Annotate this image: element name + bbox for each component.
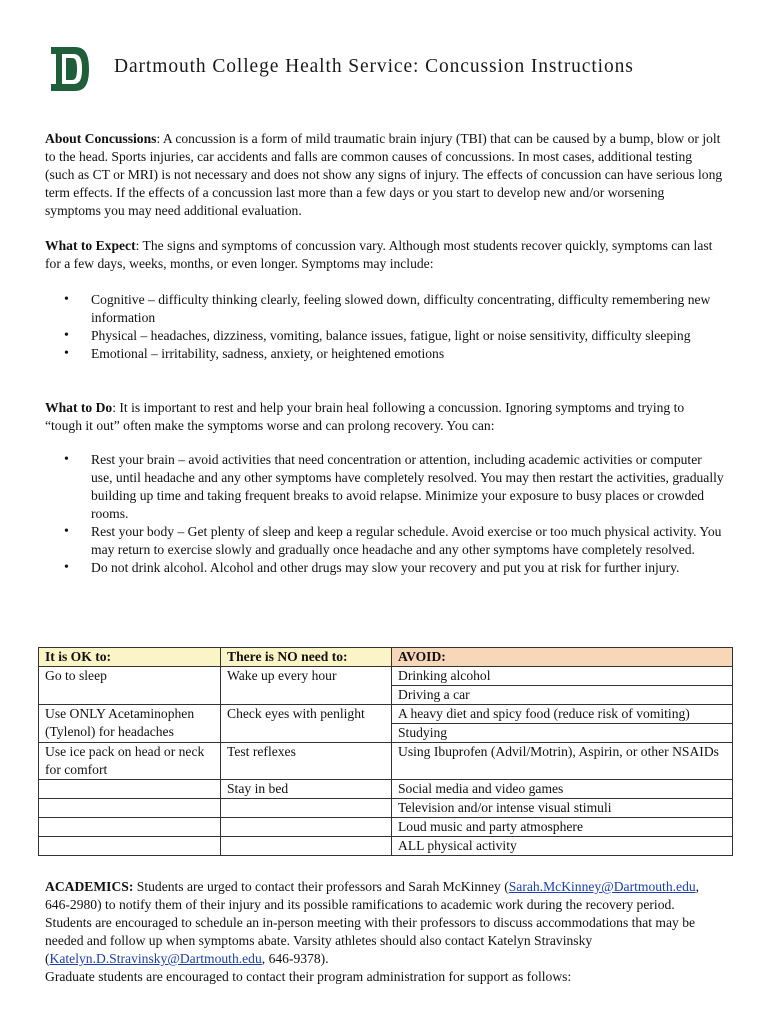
academics-text-1: Students are urged to contact their professors and Sarah McKinney ( bbox=[133, 879, 509, 894]
table-cell: Go to sleep bbox=[39, 667, 221, 705]
table-row bbox=[39, 837, 733, 856]
table-cell: Use ice pack on head or neck for comfort bbox=[39, 743, 221, 780]
list-item: • Do not drink alcohol. Alcohol and other drugs may slow your recovery and put you at risk for further injury. bbox=[62, 559, 724, 577]
table-row bbox=[39, 780, 733, 799]
todo-label: What to Do bbox=[45, 400, 113, 415]
list-item: • Cognitive – difficulty thinking clearly, feeling slowed down, difficulty concentrating, difficulty remembering new information bbox=[62, 291, 724, 327]
table-row bbox=[39, 799, 733, 818]
list-item: • Emotional – irritability, sadness, anxiety, or heightened emotions bbox=[62, 345, 724, 363]
list-item: • Physical – headaches, dizziness, vomiting, balance issues, fatigue, light or noise sensitivity, difficulty sleeping bbox=[62, 327, 724, 345]
table-cell: Drinking alcohol bbox=[392, 667, 733, 686]
page-title: Dartmouth College Health Service: Concussion Instructions bbox=[114, 56, 634, 77]
academics-section bbox=[45, 878, 723, 986]
table-cell: Driving a car bbox=[392, 686, 733, 705]
table-cell bbox=[221, 799, 392, 818]
header-no-need: There is NO need to: bbox=[221, 648, 392, 667]
academics-graduate-text: Graduate students are encouraged to contact their program administration for support as follows: bbox=[45, 969, 572, 984]
about-section bbox=[45, 130, 723, 220]
table-cell bbox=[221, 837, 392, 856]
table-cell bbox=[39, 837, 221, 856]
email-link-mckinney[interactable]: Sarah.McKinney@Dartmouth.edu bbox=[508, 879, 696, 894]
table-cell: Loud music and party atmosphere bbox=[392, 818, 733, 837]
about-label: About Concussions bbox=[45, 131, 157, 146]
table-cell bbox=[39, 818, 221, 837]
email-link-stravinsky[interactable]: Katelyn.D.Stravinsky@Dartmouth.edu bbox=[49, 951, 262, 966]
todo-text: : It is important to rest and help your brain heal following a concussion. Ignoring symptoms and trying to “tough it out” often make the symptoms worse and can prolong recovery. You can: bbox=[45, 400, 685, 433]
table-cell: Wake up every hour bbox=[221, 667, 392, 705]
table-row bbox=[39, 743, 733, 780]
header-ok: It is OK to: bbox=[39, 648, 221, 667]
table-cell: ALL physical activity bbox=[392, 837, 733, 856]
expect-label: What to Expect bbox=[45, 238, 136, 253]
list-item: • Rest your body – Get plenty of sleep and keep a regular schedule. Avoid exercise or too much physical activity. You may return to exercise slowly and gradually once headache and any other symptoms have completely resolved. bbox=[62, 523, 724, 559]
header-avoid: AVOID: bbox=[392, 648, 733, 667]
academics-text-3: , 646-9378). bbox=[261, 951, 329, 966]
table-cell bbox=[39, 780, 221, 799]
academics-label: ACADEMICS: bbox=[45, 879, 134, 894]
list-item: • Rest your brain – avoid activities that need concentration or attention, including academic activities or computer use, until headache and any other symptoms have completely resolved. You may then restart the activities, gradually building up time and taking frequent breaks to avoid relapse. Minimize your exposure to busy places or crowded rooms. bbox=[62, 451, 724, 523]
table-cell bbox=[221, 818, 392, 837]
table-cell: A heavy diet and spicy food (reduce risk of vomiting) bbox=[392, 705, 733, 724]
dartmouth-d-logo bbox=[50, 46, 90, 92]
table-cell: Using Ibuprofen (Advil/Motrin), Aspirin, or other NSAIDs bbox=[392, 743, 733, 780]
expect-text: : The signs and symptoms of concussion vary. Although most students recover quickly, symptoms can last for a few days, weeks, months, or even longer. Symptoms may include: bbox=[45, 238, 713, 271]
table-row bbox=[39, 818, 733, 837]
table-cell: Check eyes with penlight bbox=[221, 705, 392, 743]
todo-list bbox=[62, 451, 724, 577]
symptoms-list bbox=[62, 291, 724, 363]
table-cell: Studying bbox=[392, 724, 733, 743]
table-cell: Social media and video games bbox=[392, 780, 733, 799]
table-header-row bbox=[39, 648, 733, 667]
guidance-table bbox=[38, 647, 733, 856]
table-row bbox=[39, 705, 733, 724]
academics-text-2: , 646-2980) to notify them of their injury and its possible ramifications to academic work during the recovery period. Students are encouraged to schedule an in-person meeting with their professors to discuss accommodations that may be needed and follow up when symptoms abate. Varsity athletes should also contact Katelyn Stravinsky ( bbox=[45, 879, 700, 966]
table-cell bbox=[39, 799, 221, 818]
about-text: : A concussion is a form of mild traumatic brain injury (TBI) that can be caused by a bump, blow or jolt to the head. Sports injuries, car accidents and falls are common causes of concussions. In most cases, additional testing (such as CT or MRI) is not necessary and does not show any signs of injury. The effects of concussion can have serious long term effects. If the effects of a concussion last more than a few days or you start to develop new and/or worsening symptoms you may need additional evaluation. bbox=[45, 131, 723, 218]
todo-section bbox=[45, 399, 723, 435]
table-row bbox=[39, 667, 733, 686]
table-cell: Stay in bed bbox=[221, 780, 392, 799]
table-cell: Use ONLY Acetaminophen (Tylenol) for headaches bbox=[39, 705, 221, 743]
expect-section bbox=[45, 237, 723, 273]
table-cell: Television and/or intense visual stimuli bbox=[392, 799, 733, 818]
table-cell: Test reflexes bbox=[221, 743, 392, 780]
